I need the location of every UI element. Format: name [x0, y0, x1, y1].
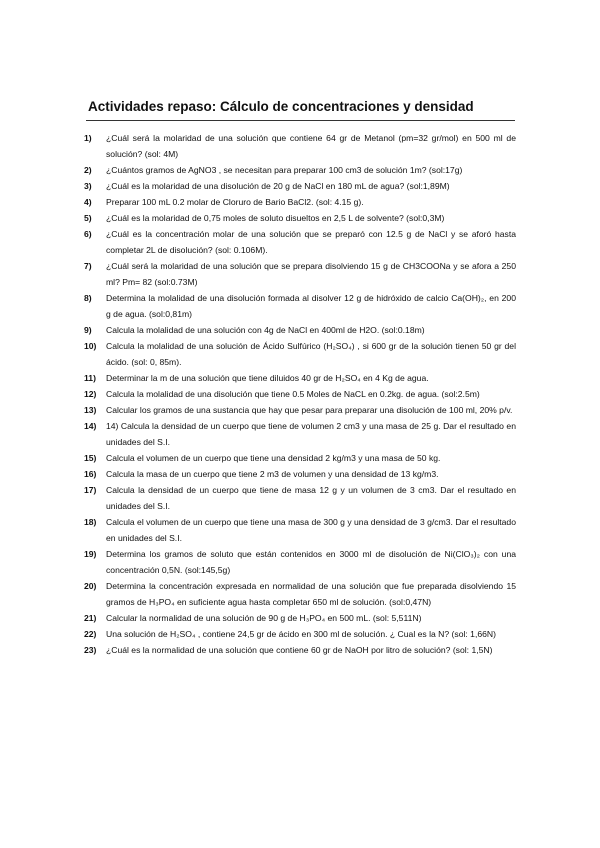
exercise-number: 21): [84, 613, 97, 623]
exercise-number: 1): [84, 133, 92, 143]
exercise-number: 4): [84, 197, 92, 207]
exercise-text: 14) Calcula la densidad de un cuerpo que tiene de volumen 2 cm3 y una masa de 25 g. Dar el resultado en unidades del S.I.: [106, 421, 516, 447]
exercise-number: 2): [84, 165, 92, 175]
exercise-text: Calcula la densidad de un cuerpo que tiene de masa 12 g y un volumen de 3 cm3. Dar el resultado en unidades del S.I.: [106, 485, 516, 511]
exercise-item: [84, 258, 516, 290]
exercise-text: Calcular los gramos de una sustancia que hay que pesar para preparar una disolución de 100 ml, 20% p/v.: [106, 405, 513, 415]
exercise-number: 23): [84, 645, 97, 655]
exercise-number: 18): [84, 517, 97, 527]
exercise-text: Una solución de H₂SO₄ , contiene 24,5 gr de ácido en 300 ml de solución. ¿ Cual es la N? (sol: 1,66N): [106, 629, 496, 639]
exercise-item: [84, 370, 516, 386]
exercise-item: [84, 482, 516, 514]
exercise-text: Calcula el volumen de un cuerpo que tiene una densidad 2 kg/m3 y una masa de 50 kg.: [106, 453, 441, 463]
exercise-item: [84, 162, 516, 178]
exercise-item: [84, 402, 516, 418]
exercise-item: [84, 194, 516, 210]
exercise-item: [84, 418, 516, 450]
exercise-item: [84, 626, 516, 642]
exercise-item: [84, 386, 516, 402]
exercise-number: 10): [84, 341, 97, 351]
exercise-text: Determina la molalidad de una disolución formada al disolver 12 g de hidróxido de calcio Ca(OH)₂, en 200 g de agua. (sol:0,81m): [106, 293, 516, 319]
exercise-number: 12): [84, 389, 97, 399]
exercise-item: [84, 226, 516, 258]
title-underline: [86, 120, 515, 121]
exercise-number: 19): [84, 549, 97, 559]
exercise-number: 13): [84, 405, 97, 415]
exercise-text: ¿Cuántos gramos de AgNO3 , se necesitan para preparar 100 cm3 de solución 1m? (sol:17g): [106, 165, 463, 175]
exercise-item: [84, 578, 516, 610]
exercise-item: [84, 290, 516, 322]
exercise-item: [84, 466, 516, 482]
exercise-text: Calcular la normalidad de una solución de 90 g de H₃PO₄ en 500 mL. (sol: 5,511N): [106, 613, 422, 623]
exercise-number: 16): [84, 469, 97, 479]
exercise-text: Determina la concentración expresada en normalidad de una solución que fue preparada disolviendo 15 gramos de H₃PO₄ en suficiente agua hasta completar 650 ml de solución. (sol:0,47N): [106, 581, 516, 607]
exercise-number: 8): [84, 293, 92, 303]
exercise-item: [84, 130, 516, 162]
exercise-item: [84, 178, 516, 194]
exercise-number: 7): [84, 261, 92, 271]
exercise-number: 20): [84, 581, 97, 591]
exercise-text: Calcula la masa de un cuerpo que tiene 2 m3 de volumen y una densidad de 13 kg/m3.: [106, 469, 439, 479]
exercise-text: Determina los gramos de soluto que están contenidos en 3000 ml de disolución de Ni(ClO₃)₂ con una concentración 0,5N. (sol:145,5g): [106, 549, 516, 575]
exercise-item: [84, 210, 516, 226]
exercise-item: [84, 514, 516, 546]
exercise-number: 14): [84, 421, 97, 431]
exercise-item: [84, 546, 516, 578]
exercise-text: Determinar la m de una solución que tiene diluidos 40 gr de H₂SO₄ en 4 Kg de agua.: [106, 373, 429, 383]
exercise-number: 5): [84, 213, 92, 223]
exercise-text: ¿Cuál es la molaridad de una disolución de 20 g de NaCl en 180 mL de agua? (sol:1,89M): [106, 181, 450, 191]
exercise-item: [84, 642, 516, 658]
exercise-number: 17): [84, 485, 97, 495]
exercise-item: [84, 322, 516, 338]
exercise-text: ¿Cuál es la concentración molar de una solución que se preparó con 12.5 g de NaCl y se aforó hasta completar 2L de disolución? (sol: 0.106M).: [106, 229, 516, 255]
exercise-number: 11): [84, 373, 96, 383]
exercise-number: 9): [84, 325, 92, 335]
exercise-number: 22): [84, 629, 97, 639]
exercise-number: 6): [84, 229, 92, 239]
exercise-text: ¿Cuál es la normalidad de una solución que contiene 60 gr de NaOH por litro de solución? (sol: 1,5N): [106, 645, 493, 655]
exercise-text: ¿Cuál será la molaridad de una solución que se prepara disolviendo 15 g de CH3COONa y se afora a 250 ml? Pm= 82 (sol:0.73M): [106, 261, 516, 287]
exercise-item: [84, 610, 516, 626]
exercise-number: 15): [84, 453, 97, 463]
exercise-text: Calcula la molalidad de una solución con 4g de NaCl en 400ml de H2O. (sol:0.18m): [106, 325, 425, 335]
page-title: Actividades repaso: Cálculo de concentraciones y densidad: [88, 99, 474, 114]
exercise-text: Calcula la molalidad de una disolución que tiene 0.5 Moles de NaCL en 0.2kg. de agua. (sol:2.5m): [106, 389, 480, 399]
exercise-text: Preparar 100 mL 0.2 molar de Cloruro de Bario BaCl2. (sol: 4.15 g).: [106, 197, 364, 207]
exercise-text: ¿Cuál será la molaridad de una solución que contiene 64 gr de Metanol (pm=32 gr/mol) en 500 ml de solución? (sol: 4M): [106, 133, 516, 159]
exercise-item: [84, 338, 516, 370]
exercise-text: Calcula la molalidad de una solución de Ácido Sulfúrico (H₂SO₄) , si 600 gr de la solución tienen 50 gr del ácido. (sol: 0, 85m).: [106, 341, 516, 367]
exercise-list: [84, 130, 516, 658]
exercise-text: Calcula el volumen de un cuerpo que tiene una masa de 300 g y una densidad de 3 g/cm3. Dar el resultado en unidades del S.I.: [106, 517, 516, 543]
exercise-text: ¿Cuál es la molaridad de 0,75 moles de soluto disueltos en 2,5 L de solvente? (sol:0,3M): [106, 213, 445, 223]
exercise-item: [84, 450, 516, 466]
exercise-number: 3): [84, 181, 92, 191]
